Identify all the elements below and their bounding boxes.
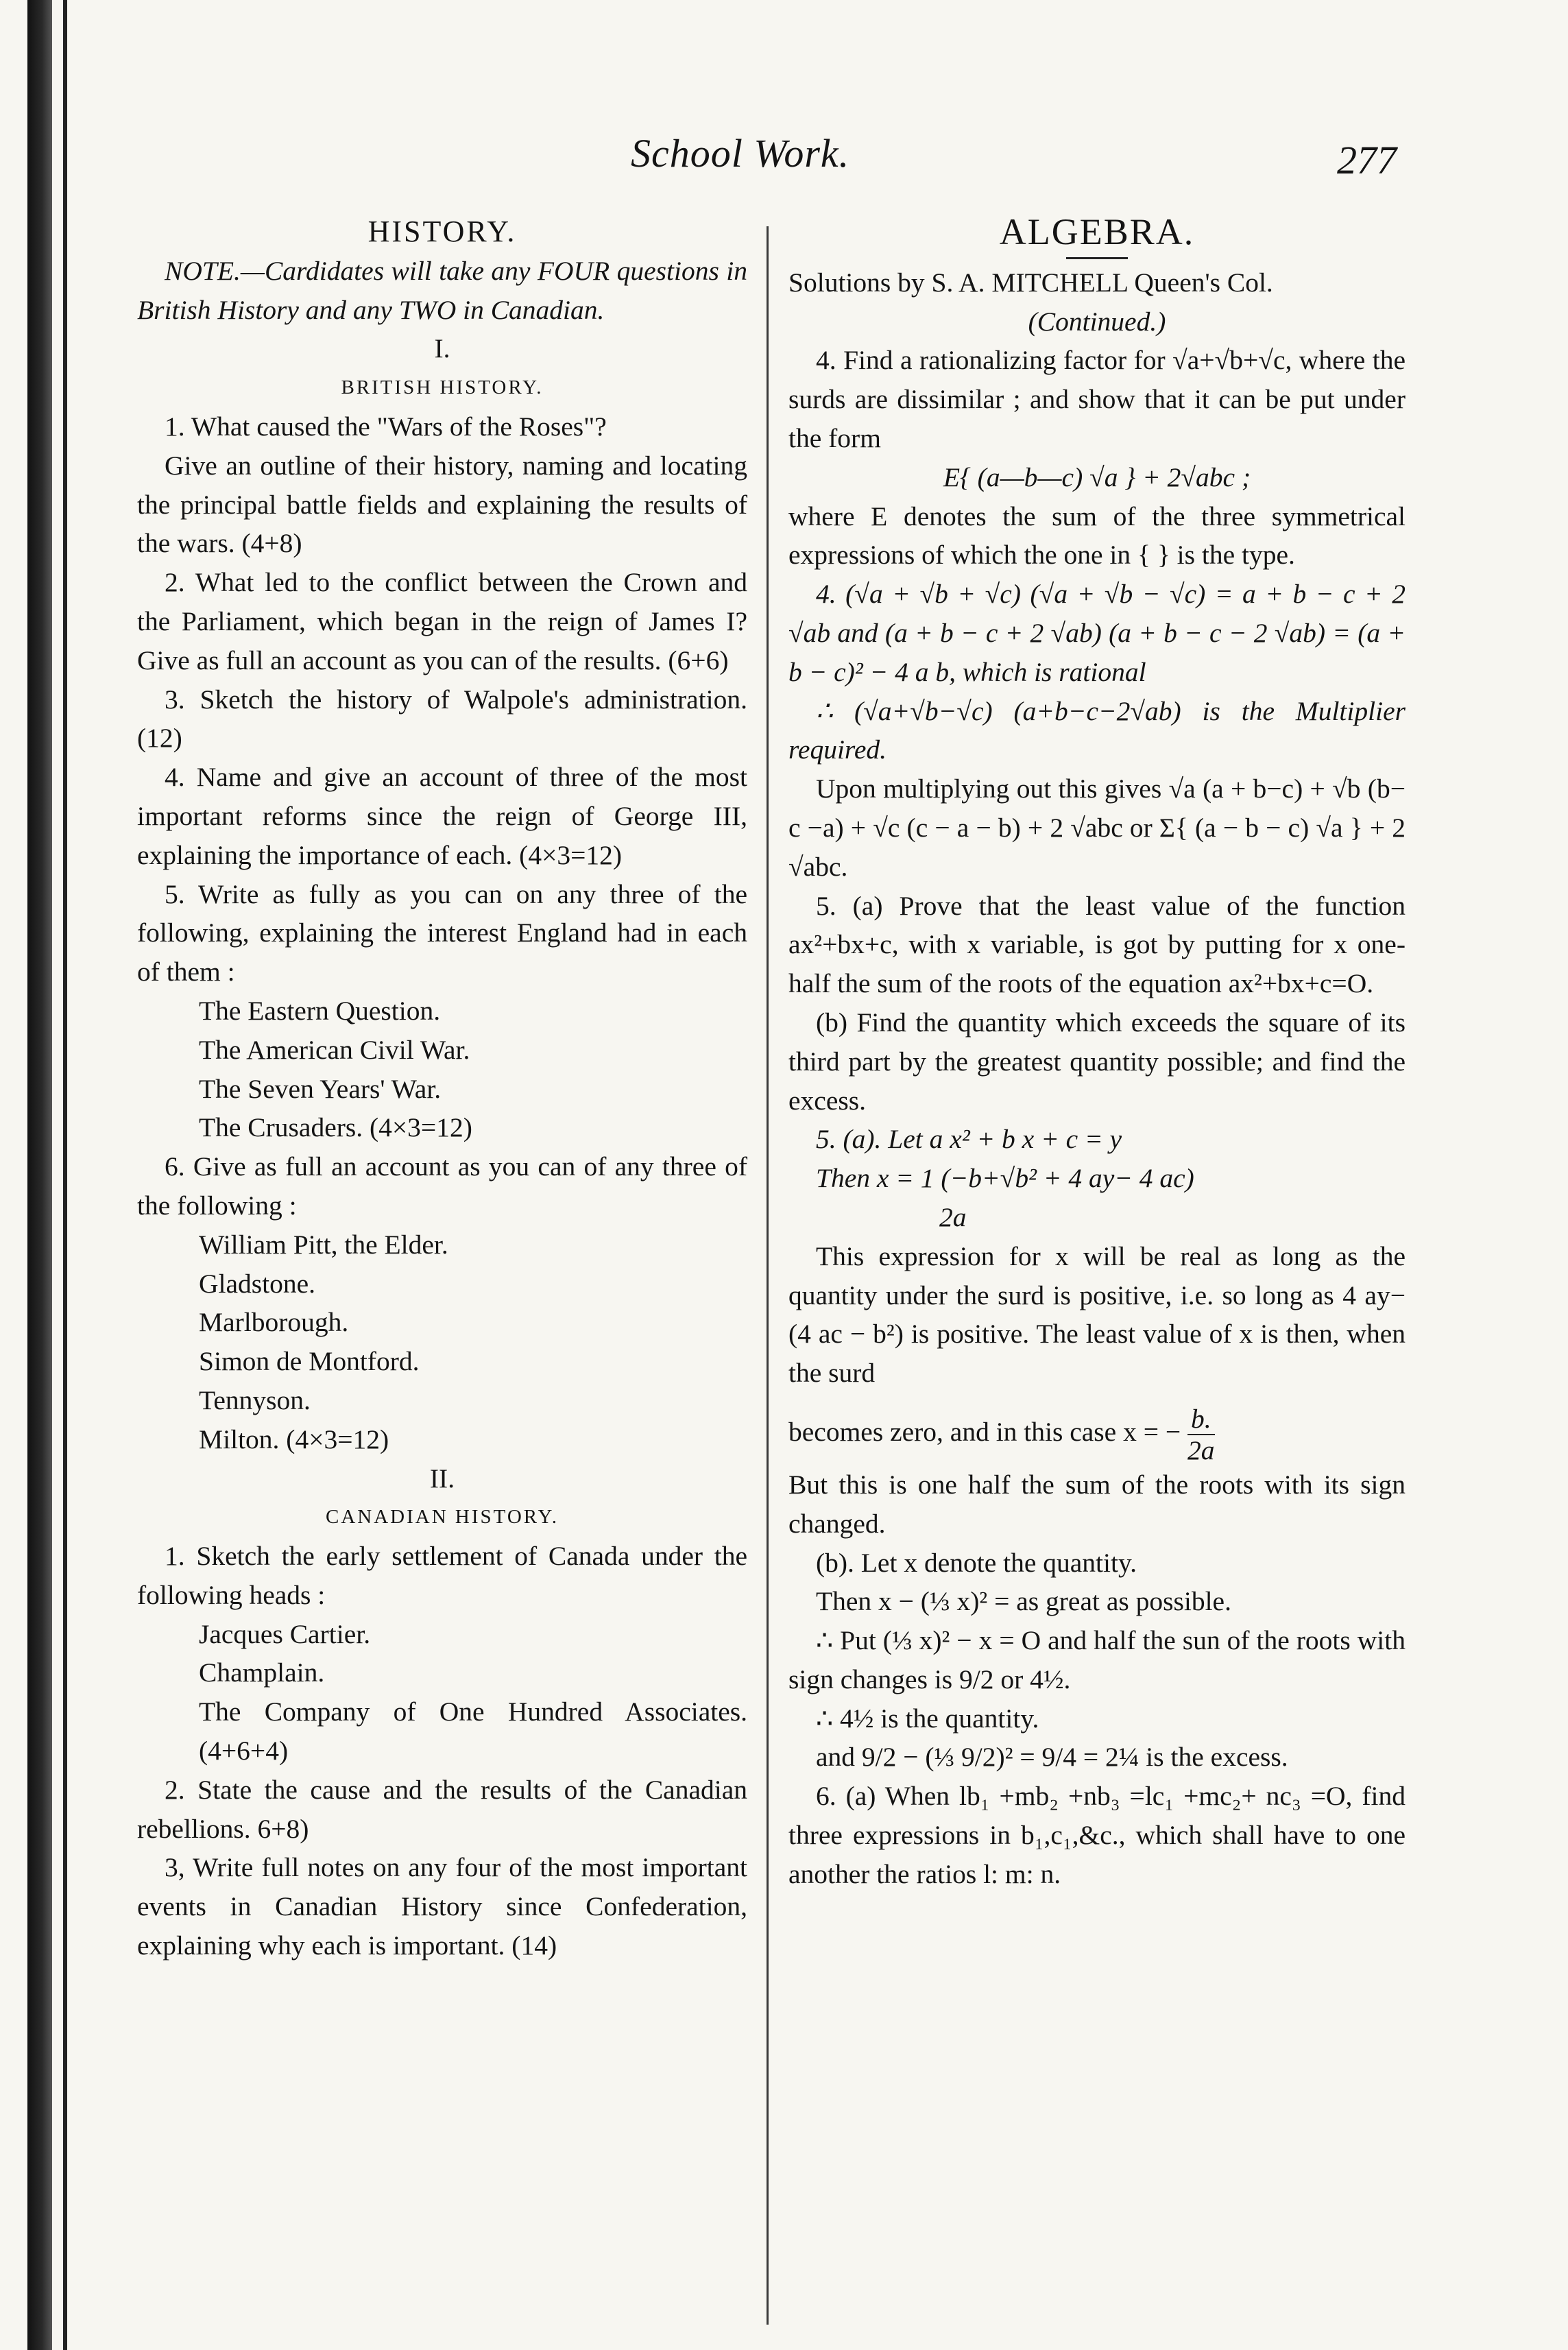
fraction-numerator: b. (1190, 1403, 1211, 1434)
question-6-item: Gladstone. (199, 1268, 316, 1299)
solution-5b-line-3: ∴ Put (⅓ x)² − x = O and half the sun of the roots with sign changes is 9/2 or 4½. (788, 1625, 1406, 1694)
question-6-item: Milton. (4×3=12) (199, 1424, 389, 1454)
question-6-item: Marlborough. (199, 1307, 349, 1338)
canadian-question-1: 1. Sketch the early settlement of Canada under the following heads : (137, 1541, 747, 1610)
solution-5b-line-2: Then x − (⅓ x)² = as great as possible. (816, 1586, 1231, 1617)
algebra-heading: ALGEBRA. (999, 211, 1195, 252)
question-1: 1. What caused the "Wars of the Roses"? (165, 411, 607, 442)
section-numeral-2: II. (429, 1463, 455, 1494)
solution-5a-denominator: 2a (939, 1201, 967, 1232)
fraction-denominator: 2a (1187, 1435, 1215, 1465)
problem-4-form: E{ (a—b—c) √a } + 2√abc ; (943, 461, 1251, 492)
question-3: 3. Sketch the history of Walpole's administration. (12) (137, 684, 747, 754)
question-5: 5. Write as fully as you can on any three of the following, explaining the interest England had in each of them : (137, 878, 747, 987)
question-5-item: The Seven Years' War. (199, 1073, 442, 1104)
solution-5b-line-1: (b). Let x denote the quantity. (816, 1547, 1137, 1578)
scan-binding-edge (27, 0, 52, 2350)
running-head: School Work. (631, 131, 850, 176)
problem-6: 6. (a) When lb₁ +mb₂ +nb₃ =lc₁ +mc₂+ nc₃ =O, find three expressions in b₁,c₁,&c., which shall have to one another the ratios l: m: n. (788, 1781, 1406, 1889)
question-5-item: The American Civil War. (199, 1034, 470, 1065)
solution-5a-zero-text: becomes zero, and in this case x = − (788, 1416, 1181, 1447)
question-4: 4. Name and give an account of three of the most important reforms since the reign of George III, explaining the importance of each. (4×3=12) (137, 762, 747, 870)
problem-5b: (b) Find the quantity which exceeds the square of its third part by the greatest quantity possible; and find the excess. (788, 1007, 1406, 1116)
solution-4: 4. (√a + √b + √c) (√a + √b − √c) = a + b − c + 2 √ab and (a + b − c + 2 √ab) (a + b − c − 2 √ab) = (a + b − c)² − 4 a b, which is rational (788, 579, 1406, 687)
canadian-question-1-item: The Company of One Hundred Associates. (4+6+4) (199, 1696, 747, 1766)
right-column (788, 213, 1406, 1894)
scan-binding-line (63, 0, 67, 2350)
canadian-question-2: 2. State the cause and the results of the Canadian rebellions. 6+8) (137, 1774, 747, 1844)
question-6-item: William Pitt, the Elder. (199, 1229, 448, 1260)
question-6-item: Tennyson. (199, 1384, 311, 1415)
fraction (1187, 1404, 1215, 1465)
question-2: 2. What led to the conflict between the Crown and the Parliament, which began in the reign of James I? Give as full an account as you can of the results. (6+6) (137, 567, 747, 675)
solution-4-expansion: Upon multiplying out this gives √a (a + b−c) + √b (b− c −a) + √c (c − a − b) + 2 √abc or Σ{ (a − b − c) √a } + 2 √abc. (788, 774, 1406, 882)
problem-4-continuation: where E denotes the sum of the three symmetrical expressions of which the one in { } is the type. (788, 501, 1406, 571)
question-5-item: The Crusaders. (4×3=12) (199, 1112, 472, 1143)
solution-4-multiplier: ∴ (√a+√b−√c) (a+b−c−2√ab) is the Multiplier required. (788, 695, 1406, 765)
canadian-question-1-item: Champlain. (199, 1657, 325, 1688)
page-number: 277 (1337, 138, 1397, 182)
canadian-question-3: 3, Write full notes on any four of the most important events in Canadian History since Confederation, explaining why each is important. (14) (137, 1852, 747, 1961)
canadian-question-1-item: Jacques Cartier. (199, 1618, 371, 1649)
left-column (137, 213, 747, 1965)
question-6: 6. Give as full an account as you can of any three of the following : (137, 1151, 747, 1221)
heading-rule (1066, 257, 1128, 259)
column-divider (767, 226, 769, 2325)
british-history-heading: BRITISH HISTORY. (341, 376, 544, 399)
section-numeral-1: I. (434, 333, 450, 364)
history-heading: HISTORY. (367, 215, 517, 248)
solution-5a-text: This expression for x will be real as long as the quantity under the surd is positive, i.e. so long as 4 ay− (4 ac − b²) is positive. The least value of x is then, when the surd (788, 1240, 1406, 1389)
continued-label: (Continued.) (1028, 306, 1166, 337)
solution-5a-let: 5. (a). Let a x² + b x + c = y (816, 1124, 1122, 1155)
problem-5a: 5. (a) Prove that the least value of the function ax²+bx+c, with x variable, is got by putting for x one-half the sum of the roots of the equation ax²+bx+c=O. (788, 890, 1406, 999)
note: NOTE.—Cardidates will take any FOUR questions in British History and any TWO in Canadian. (137, 255, 747, 325)
solution-5a-conclusion: But this is one half the sum of the roots with its sign changed. (788, 1469, 1406, 1539)
byline: Solutions by S. A. MITCHELL Queen's Col. (788, 267, 1273, 298)
solution-5b-line-4: ∴ 4½ is the quantity. (816, 1703, 1039, 1734)
solution-5b-line-5: and 9/2 − (⅓ 9/2)² = 9/4 = 2¼ is the excess. (816, 1742, 1288, 1773)
canadian-history-heading: CANADIAN HISTORY. (326, 1506, 559, 1528)
problem-4: 4. Find a rationalizing factor for √a+√b+√c, where the surds are dissimilar ; and show that it can be put under the form (788, 345, 1406, 453)
question-5-item: The Eastern Question. (199, 995, 441, 1026)
solution-5a-zero (788, 1404, 1406, 1465)
solution-5a-then: Then x = 1 (−b+√b² + 4 ay− 4 ac) (816, 1163, 1194, 1194)
question-1-detail: Give an outline of their history, naming and locating the principal battle fields and explaining the results of the wars. (4+8) (137, 450, 747, 559)
question-6-item: Simon de Montford. (199, 1346, 420, 1377)
